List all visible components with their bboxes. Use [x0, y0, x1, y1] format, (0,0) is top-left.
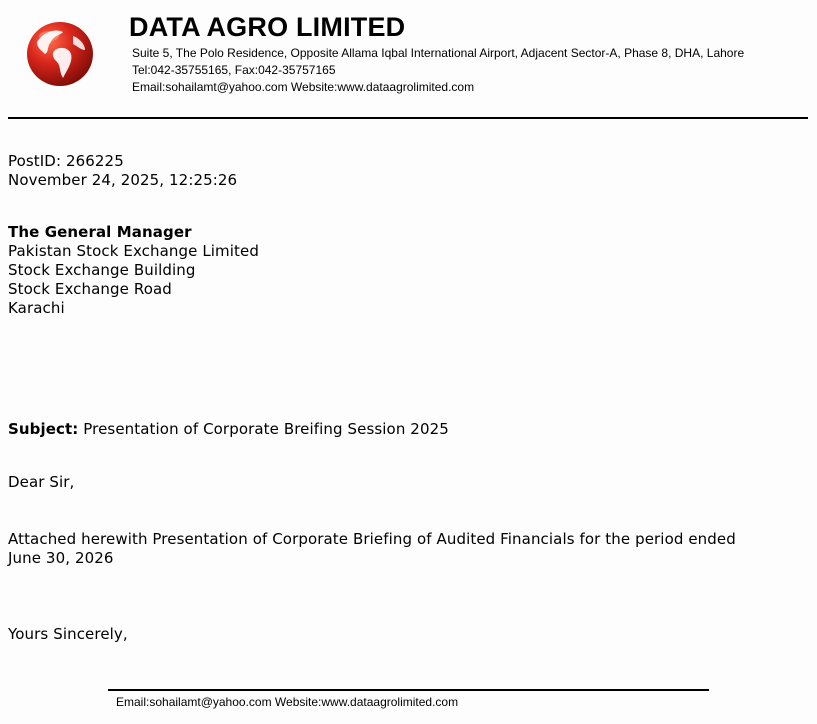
recipient-title: The General Manager: [8, 223, 192, 241]
company-contact: Email:sohailamt@yahoo.com Website:www.dataagrolimited.com: [132, 80, 475, 94]
recipient-organization: Pakistan Stock Exchange Limited: [8, 242, 259, 260]
subject-line: [8, 420, 449, 439]
closing: Yours Sincerely,: [8, 625, 128, 643]
recipient-city: Karachi: [8, 299, 65, 317]
footer-contact: Email:sohailamt@yahoo.com Website:www.dataagrolimited.com: [116, 695, 459, 709]
subject-text: Presentation of Corporate Breifing Session 2025: [83, 420, 449, 438]
company-name: DATA AGRO LIMITED: [129, 12, 406, 42]
company-address: Suite 5, The Polo Residence, Opposite Allama Iqbal International Airport, Adjacent Sector-A, Phase 8, DHA, Lahore: [132, 46, 745, 60]
salutation: Dear Sir,: [8, 473, 75, 491]
red-globe-icon: [25, 20, 95, 88]
header-divider: [8, 117, 808, 119]
footer-divider: [108, 689, 709, 691]
body-line-1: Attached herewith Presentation of Corporate Briefing of Audited Financials for the period ended: [8, 530, 736, 548]
recipient-road: Stock Exchange Road: [8, 280, 172, 298]
company-phone-fax: Tel:042-35755165, Fax:042-35757165: [132, 63, 336, 77]
post-id: PostID: 266225: [8, 152, 124, 170]
subject-label: Subject:: [8, 420, 79, 438]
recipient-building: Stock Exchange Building: [8, 261, 196, 279]
body-line-2: June 30, 2026: [8, 549, 114, 567]
post-timestamp: November 24, 2025, 12:25:26: [8, 171, 238, 189]
